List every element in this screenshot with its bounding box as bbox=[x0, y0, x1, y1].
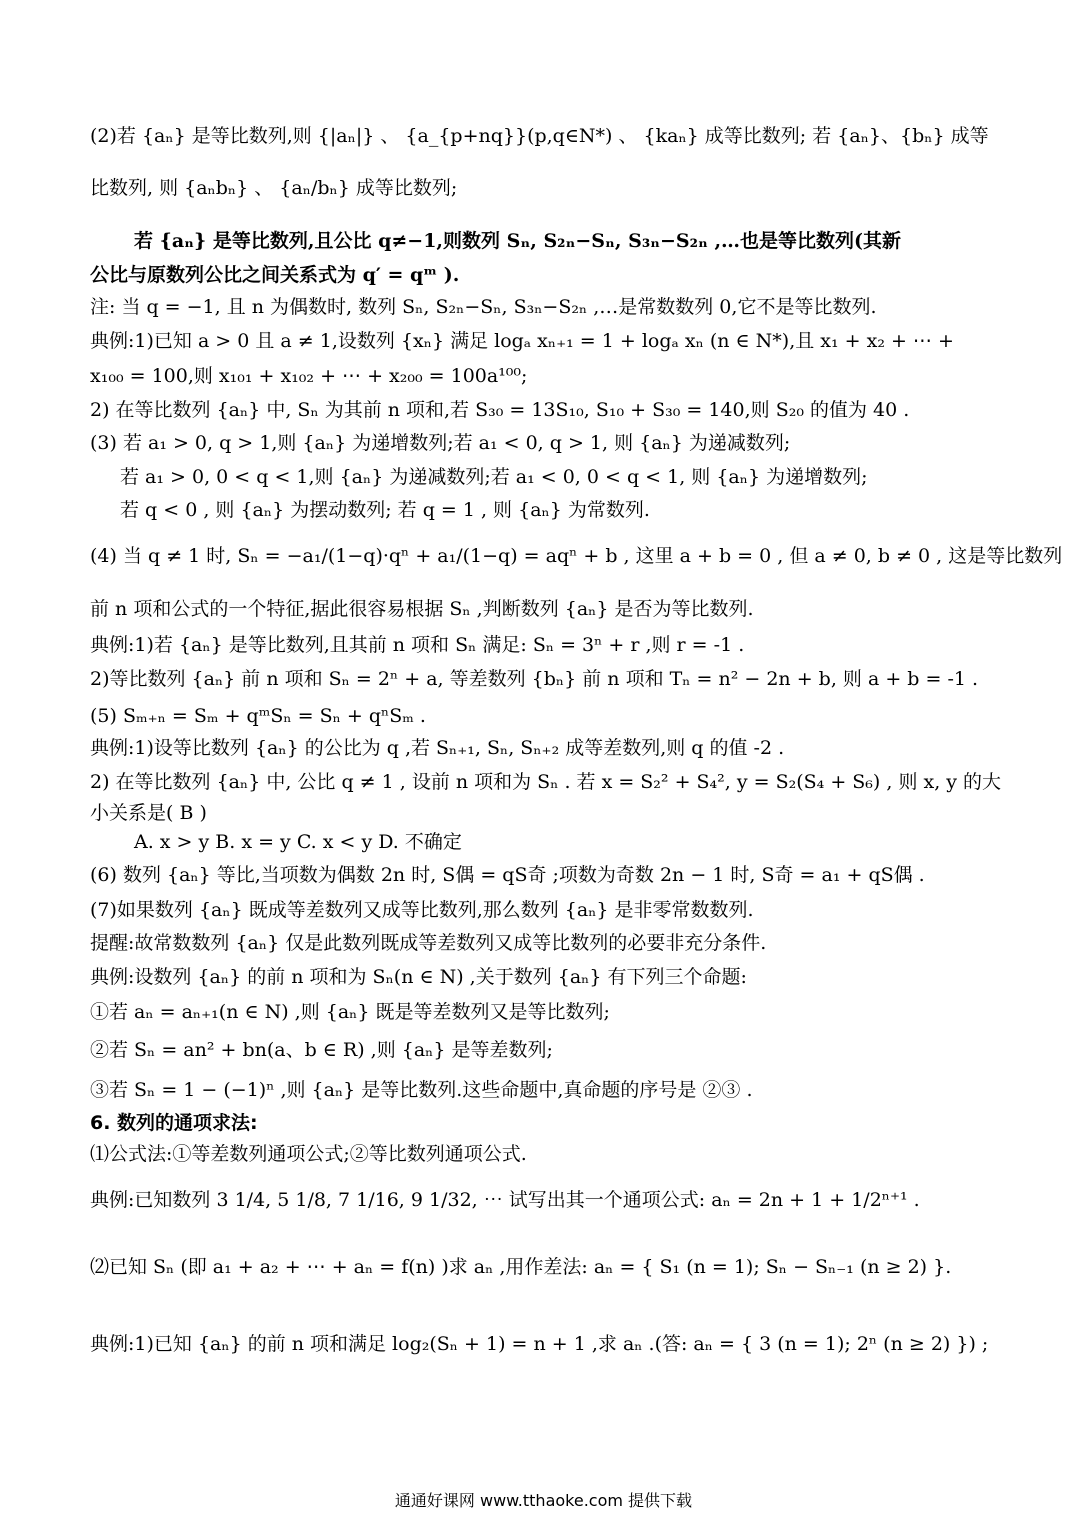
text-line: ⑵已知 Sₙ (即 a₁ + a₂ + ⋯ + aₙ = f(n) )求 aₙ ,用作差法: aₙ = { S₁ (n = 1); Sₙ − Sₙ₋₁ (n ≥ 2) }. bbox=[90, 1256, 952, 1278]
example-line: 典例:1)若 {aₙ} 是等比数列,且其前 n 项和 Sₙ 满足: Sₙ = 3ⁿ + r ,则 r = -1 . bbox=[90, 634, 745, 656]
text-line: 小关系是( B ) bbox=[90, 802, 207, 824]
footer-text: 通通好课网 www.tthaoke.com 提供下载 bbox=[394, 1491, 693, 1510]
text-line: (2)若 {aₙ} 是等比数列,则 {|aₙ|} 、 {a_{p+nq}}(p,q∈N*) 、 {kaₙ} 成等比数列; 若 {aₙ}、{bₙ} 成等 bbox=[90, 125, 989, 147]
text-line: 2)等比数列 {aₙ} 前 n 项和 Sₙ = 2ⁿ + a, 等差数列 {bₙ} 前 n 项和 Tₙ = n² − 2n + b, 则 a + b = -1 . bbox=[90, 668, 979, 690]
text-line: 公比与原数列公比之间关系式为 q′ = qᵐ ). bbox=[90, 264, 460, 286]
text-line: (6) 数列 {aₙ} 等比,当项数为偶数 2n 时, S偶 = qS奇 ;项数为奇数 2n − 1 时, S奇 = a₁ + qS偶 . bbox=[90, 864, 925, 886]
text-line: 2) 在等比数列 {aₙ} 中, Sₙ 为其前 n 项和,若 S₃₀ = 13S₁₀, S₁₀ + S₃₀ = 140,则 S₂₀ 的值为 40 . bbox=[90, 399, 910, 421]
note-line: 注: 当 q = −1, 且 n 为偶数时, 数列 Sₙ, S₂ₙ−Sₙ, S₃ₙ−S₂ₙ ,…是常数数列 0,它不是等比数列. bbox=[90, 296, 877, 318]
text-line: 若 {aₙ} 是等比数列,且公比 q≠−1,则数列 Sₙ, S₂ₙ−Sₙ, S₃ₙ−S₂ₙ ,…也是等比数列(其新 bbox=[134, 230, 902, 252]
example-line: 典例:设数列 {aₙ} 的前 n 项和为 Sₙ(n ∈ N) ,关于数列 {aₙ} 有下列三个命题: bbox=[90, 966, 747, 988]
text-line: ②若 Sₙ = an² + bn(a、b ∈ R) ,则 {aₙ} 是等差数列; bbox=[90, 1039, 553, 1061]
example-line: 典例:1)已知 a > 0 且 a ≠ 1,设数列 {xₙ} 满足 logₐ xₙ₊₁ = 1 + logₐ xₙ (n ∈ N*),且 x₁ + x₂ + ⋯ + bbox=[90, 330, 954, 352]
reminder-line: 提醒:故常数数列 {aₙ} 仅是此数列既成等差数列又成等比数列的必要非充分条件. bbox=[90, 932, 767, 954]
text-line: 2) 在等比数列 {aₙ} 中, 公比 q ≠ 1 , 设前 n 项和为 Sₙ . 若 x = S₂² + S₄², y = S₂(S₄ + S₆) , 则 x, y 的大 bbox=[90, 771, 1002, 793]
text-line: 前 n 项和公式的一个特征,据此很容易根据 Sₙ ,判断数列 {aₙ} 是否为等比数列. bbox=[90, 598, 754, 620]
text-line: ③若 Sₙ = 1 − (−1)ⁿ ,则 {aₙ} 是等比数列.这些命题中,真命题的序号是 ②③ . bbox=[90, 1079, 753, 1101]
text-line: (3) 若 a₁ > 0, q > 1,则 {aₙ} 为递增数列;若 a₁ < 0, q > 1, 则 {aₙ} 为递减数列; bbox=[90, 432, 791, 454]
text-line: 若 q < 0 , 则 {aₙ} 为摆动数列; 若 q = 1 , 则 {aₙ} 为常数列. bbox=[120, 499, 650, 521]
example-line: 典例:已知数列 3 1/4, 5 1/8, 7 1/16, 9 1/32, ⋯ 试写出其一个通项公式: aₙ = 2n + 1 + 1/2ⁿ⁺¹ . bbox=[90, 1189, 920, 1211]
section-heading: 6. 数列的通项求法: bbox=[90, 1112, 258, 1134]
text-line: 比数列, 则 {aₙbₙ} 、 {aₙ/bₙ} 成等比数列; bbox=[90, 177, 458, 199]
example-line: 典例:1)设等比数列 {aₙ} 的公比为 q ,若 Sₙ₊₁, Sₙ, Sₙ₊₂ 成等差数列,则 q 的值 -2 . bbox=[90, 737, 785, 759]
text-line: (7)如果数列 {aₙ} 既成等差数列又成等比数列,那么数列 {aₙ} 是非零常数数列. bbox=[90, 899, 754, 921]
text-line: x₁₀₀ = 100,则 x₁₀₁ + x₁₀₂ + ⋯ + x₂₀₀ = 100a¹⁰⁰; bbox=[90, 365, 528, 387]
text-line: ⑴公式法:①等差数列通项公式;②等比数列通项公式. bbox=[90, 1143, 527, 1165]
options-line: A. x > y B. x = y C. x < y D. 不确定 bbox=[134, 831, 462, 853]
example-line: 典例:1)已知 {aₙ} 的前 n 项和满足 log₂(Sₙ + 1) = n + 1 ,求 aₙ .(答: aₙ = { 3 (n = 1); 2ⁿ (n ≥ 2) }) ; bbox=[90, 1333, 989, 1355]
text-line: ①若 aₙ = aₙ₊₁(n ∈ N) ,则 {aₙ} 既是等差数列又是等比数列; bbox=[90, 1001, 610, 1023]
text-line: (5) Sₘ₊ₙ = Sₘ + qᵐSₙ = Sₙ + qⁿSₘ . bbox=[90, 705, 426, 727]
text-line: 若 a₁ > 0, 0 < q < 1,则 {aₙ} 为递减数列;若 a₁ < 0, 0 < q < 1, 则 {aₙ} 为递增数列; bbox=[120, 466, 868, 488]
text-line: (4) 当 q ≠ 1 时, Sₙ = −a₁/(1−q)·qⁿ + a₁/(1−q) = aqⁿ + b , 这里 a + b = 0 , 但 a ≠ 0, b ≠ 0 , 这是等比数列 bbox=[90, 545, 1063, 567]
